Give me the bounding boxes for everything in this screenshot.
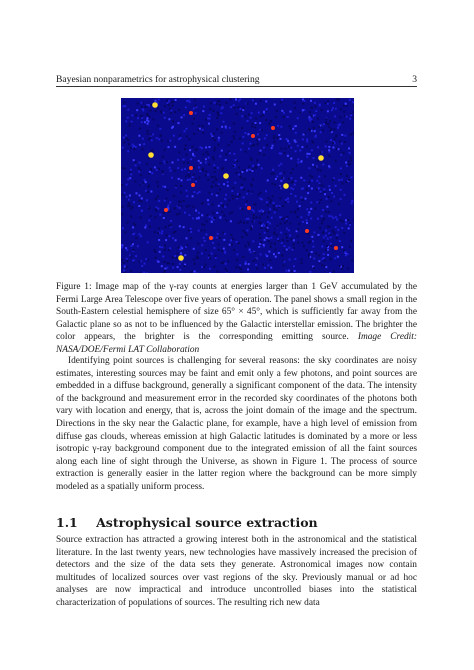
point-source xyxy=(178,255,184,261)
point-source xyxy=(334,246,338,250)
point-source xyxy=(223,173,229,179)
body-paragraph-2: Source extraction has attracted a growing interest both in the astronomical and the statistical literature. In the last twenty years, new technologies have massively increased the precision of detectors and the size of the data sets they generate. Astronomical images now contain multitudes of localized sources over vast regions of the sky. Previously manual or ad hoc analyses are now impractical and introduce uncontrolled biases into the statistical characterization of populations of sources. The resulting rich new data xyxy=(56,535,417,608)
point-source xyxy=(164,208,168,212)
point-source xyxy=(189,111,193,115)
point-source xyxy=(148,152,154,158)
header-rule xyxy=(56,86,417,87)
point-source xyxy=(191,183,195,187)
point-source xyxy=(209,236,213,240)
gamma-ray-sky-map xyxy=(121,98,354,273)
point-source xyxy=(251,134,255,138)
section-number: 1.1 xyxy=(56,515,78,530)
section-heading xyxy=(56,515,417,530)
point-source xyxy=(318,155,324,161)
page-number: 3 xyxy=(412,74,417,85)
point-source xyxy=(189,166,193,170)
sky-background xyxy=(121,98,354,273)
point-source xyxy=(271,126,275,130)
caption-label: Figure 1: xyxy=(56,282,92,292)
running-header xyxy=(56,74,417,85)
point-source xyxy=(247,206,251,210)
section-title: Astrophysical source extraction xyxy=(96,515,318,530)
body-paragraph-1: Identifying point sources is challenging for several reasons: the sky coordinates are noisy estimates, interesting sources may be faint and emit only a few photons, and point sources are embedded in a diffuse background, generally a significant component of the data. The intensity of the background and measurement error in the recorded sky coordinates of the photons both vary with location and energy, that is, across the joint domain of the image and the spectrum. Directions in the sky near the Galactic plane, for example, have a high level of emission from diffuse gas clouds, whereas emission at high Galactic latitudes is dominated by a more or less isotropic γ-ray background component due to the integrated emission of all the faint sources along each line of sight through the Universe, as shown in Figure 1. The process of source extraction is generally easier in the latter region where the background can be more simply modeled as a spatially uniform process. xyxy=(56,356,417,492)
caption-credit: Image Credit: NASA/DOE/Fermi LAT Collaboration xyxy=(56,332,417,355)
running-title: Bayesian nonparametrics for astrophysical clustering xyxy=(56,74,260,85)
point-source xyxy=(283,183,289,189)
point-source xyxy=(152,102,158,108)
figure-caption xyxy=(56,281,417,357)
sky-map-image xyxy=(121,98,354,273)
caption-text: Image map of the γ-ray counts at energies larger than 1 GeV accumulated by the Fermi Large Area Telescope over five years of operation. The panel shows a small region in the South-Eastern celestial hemisphere of size 65° × 45°, which is sufficiently far away from the Galactic plane so as not to be influenced by the Galactic interstellar emission. The brighter the color appears, the brighter is the corresponding emitting source. xyxy=(56,282,417,343)
point-source xyxy=(305,229,309,233)
